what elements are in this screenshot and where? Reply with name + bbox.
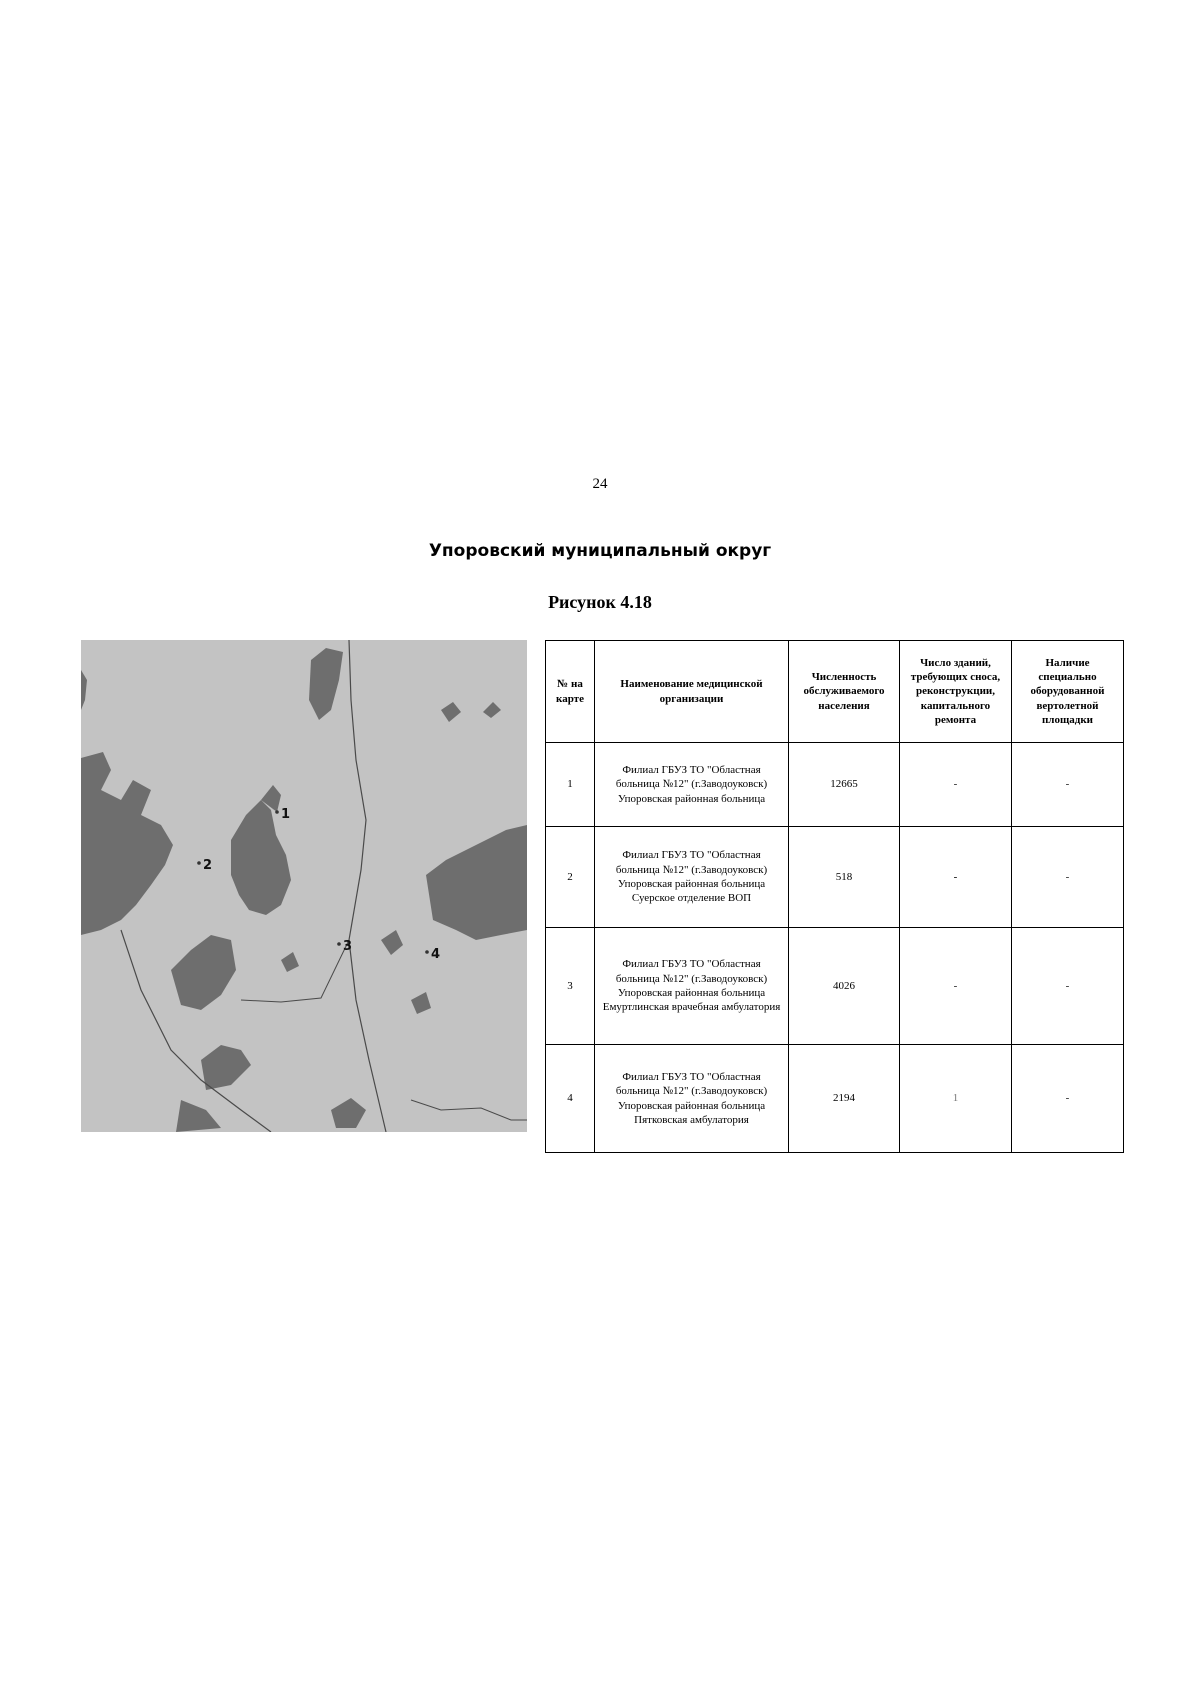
header-buildings: Число зданий, требующих сноса, реконструкции, капитального ремонта bbox=[900, 641, 1012, 743]
medical-organizations-table bbox=[545, 640, 1124, 1153]
cell-buildings: - bbox=[900, 928, 1012, 1045]
cell-organization-name: Филиал ГБУЗ ТО "Областная больница №12" (г.Заводоуковск) Упоровская районная больница Пятковская амбулатория bbox=[595, 1045, 789, 1153]
page-number: 24 bbox=[592, 476, 608, 492]
table-row bbox=[546, 743, 1124, 827]
cell-helipad: - bbox=[1012, 1045, 1124, 1153]
header-map-number: № на карте bbox=[546, 641, 595, 743]
header-helipad: Наличие специально оборудованной вертолетной площадки bbox=[1012, 641, 1124, 743]
cell-buildings: - bbox=[900, 743, 1012, 827]
section-title: Упоровский муниципальный округ bbox=[428, 541, 772, 561]
table-header-row bbox=[546, 641, 1124, 743]
cell-population: 518 bbox=[789, 827, 900, 928]
table-row bbox=[546, 827, 1124, 928]
cell-map-number: 4 bbox=[546, 1045, 595, 1153]
map-marker-4: 4 bbox=[431, 947, 441, 962]
map-marker-dot-4 bbox=[425, 950, 429, 954]
map-marker-dot-3 bbox=[337, 942, 341, 946]
cell-map-number: 2 bbox=[546, 827, 595, 928]
header-organization-name: Наименование медицинской организации bbox=[595, 641, 789, 743]
cell-population: 12665 bbox=[789, 743, 900, 827]
header-population: Численность обслуживаемого населения bbox=[789, 641, 900, 743]
cell-population: 2194 bbox=[789, 1045, 900, 1153]
map-marker-dot-1 bbox=[275, 810, 279, 814]
map-marker-3: 3 bbox=[343, 939, 353, 954]
map-marker-2: 2 bbox=[203, 858, 213, 873]
cell-helipad: - bbox=[1012, 743, 1124, 827]
district-map bbox=[81, 640, 527, 1132]
cell-population: 4026 bbox=[789, 928, 900, 1045]
cell-map-number: 3 bbox=[546, 928, 595, 1045]
cell-buildings: 1 bbox=[900, 1045, 1012, 1153]
table-row bbox=[546, 1045, 1124, 1153]
map-graphic bbox=[81, 640, 527, 1132]
cell-helipad: - bbox=[1012, 827, 1124, 928]
cell-helipad: - bbox=[1012, 928, 1124, 1045]
cell-map-number: 1 bbox=[546, 743, 595, 827]
cell-organization-name: Филиал ГБУЗ ТО "Областная больница №12" (г.Заводоуковск) Упоровская районная больница Емуртлинская врачебная амбулатория bbox=[595, 928, 789, 1045]
map-marker-1: 1 bbox=[281, 807, 291, 822]
cell-organization-name: Филиал ГБУЗ ТО "Областная больница №12" (г.Заводоуковск) Упоровская районная больница Суерское отделение ВОП bbox=[595, 827, 789, 928]
cell-buildings: - bbox=[900, 827, 1012, 928]
map-marker-dot-2 bbox=[197, 861, 201, 865]
figure-caption: Рисунок 4.18 bbox=[548, 592, 652, 612]
table-row bbox=[546, 928, 1124, 1045]
cell-organization-name: Филиал ГБУЗ ТО "Областная больница №12" (г.Заводоуковск) Упоровская районная больница bbox=[595, 743, 789, 827]
